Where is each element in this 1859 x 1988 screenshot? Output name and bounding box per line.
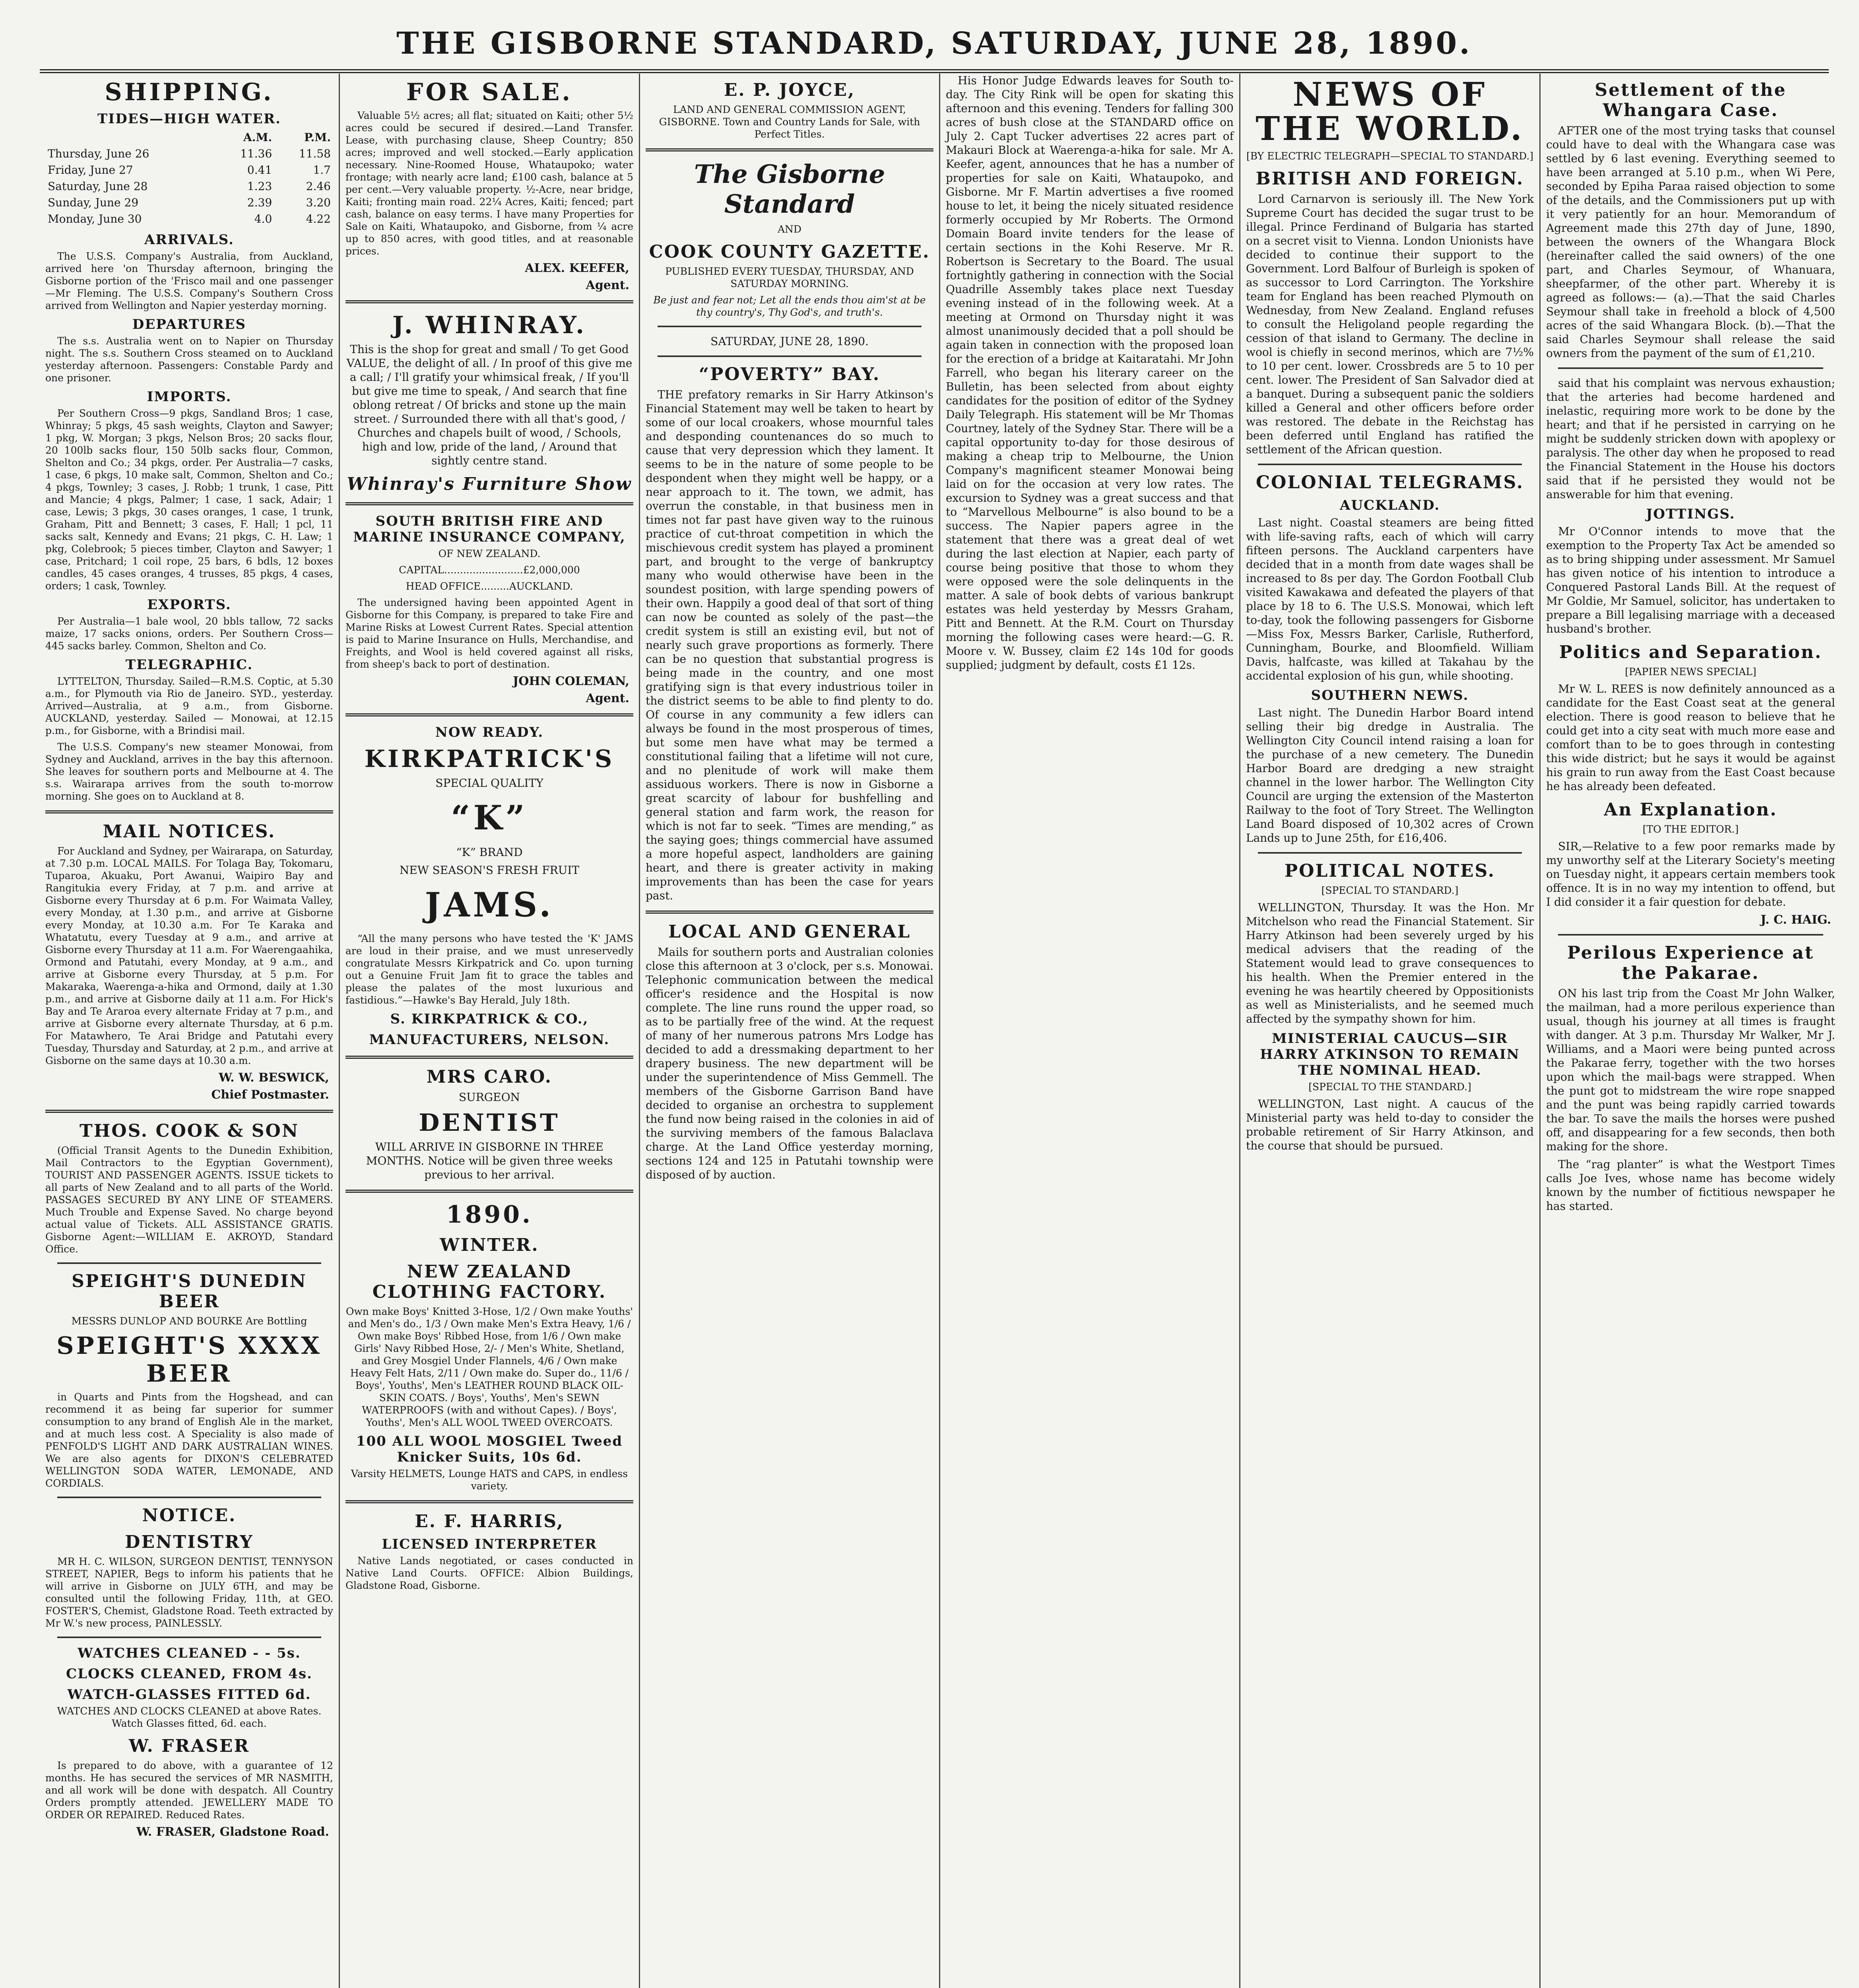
speight-beer-title: SPEIGHT'S XXXX BEER bbox=[56, 1332, 322, 1388]
local-notes-continued: His Honor Judge Edwards leaves for South to-day. The City Rink will be open for skating this afternoon and this evening. Tenders for falling 300 acres of bush close at the STANDARD office on July 2. Capt Tucker advertises 22 acres part of Makauri Block at Waerenga-a-hika for sale. Mr A. Keefer, agent, announces that he has a number of properties for sale on Kaiti, Whataupoko, and Gisborne. Mr F. Martin advertises a five roomed house to let, it being the nicely situated residence formerly occupied by Mr Roberts. The Ormond Domain Board invite tenders for the lease of certain sections in the Kohi Reserve. Mr R. Robertson is Secretary to the Board. The usual fortnightly gathering in connection with the Social Quadrille Assembly takes place next Tuesday evening instead of in the following week. At a meeting at Ormond on Thursday night it was almost unanimously decided that a poll should be again taken in connection with the proposed loan for the erection of a bridge at Kaitaratahi. Mr John Farrell, who began his literary career on the Bulletin, has been selected from about eighty candidates for the position of editor of the Sydney Daily Telegraph. His statement will be Mr Thomas Courtney, lately of the Sydney Star. There will be a capital opportunity to-day for those desirous of making a cheap trip to Melbourne, the Union Company's magnificent steamer Monowai being laid on for the occasion at very low rates. The excursion to Sydney was a great success and that to “Marvellous Melbourne” is also bound to be a success. The Napier papers agree in the statement that there was a great deal of wet during the last election at Napier, each party of course being positive that those to whom they were opposed were the sole delinquents in the matter. A sale of book debts of various bankrupt estates was held yesterday by Messrs Graham, Pitt and Bennett. At the R.M. Court on Thursday morning the following cases were heard:—G. R. Moore v. W. Bussey, claim £2 14s 10d for goods supplied; judgment by default, costs £1 12s. bbox=[946, 74, 1234, 672]
cook-text: (Official Transit Agents to the Dunedin Exhibition, Mail Contractors to the Egyptian Government), TOURIST AND PASSENGER AGENTS. ISSUE tickets to all parts of New Zealand and to all parts of the World. PASSAGES SECURED BY ANY LINE OF STEAMERS. Much Trouble and Expense Saved. No charge beyond actual value of Tickets. ALL ASSISTANCE GRATIS. Gisborne Agent:—WILLIAM E. AKROYD, Standard Office. bbox=[45, 1145, 333, 1255]
divider bbox=[1558, 367, 1823, 369]
local-general-heading: LOCAL AND GENERAL bbox=[668, 922, 911, 942]
caro-surgeon: SURGEON bbox=[458, 1091, 520, 1104]
tide-am: 0.41 bbox=[247, 163, 272, 177]
now-ready-heading: NOW READY. bbox=[435, 724, 544, 740]
exports-text: Per Australia—1 bale wool, 20 bbls tallow, 72 sacks maize, 17 sacks onions, orders. Per Southern Cross—445 sacks barley. Common, Shelton and Co. bbox=[45, 615, 333, 652]
tide-day: Monday, June 30 bbox=[48, 212, 142, 225]
british-foreign-text: Lord Carnarvon is seriously ill. The New York Supreme Court has decided the sugar trust to be illegal. Prince Ferdinand of Bulgaria has started on a secret visit to Vienna. London Unionists have decided to continue their support to the Government. Lord Balfour of Burleigh is spoken of as successor to Lord Carrington. The Yorkshire team for England has been reached Plymouth on Wednesday, from New Zealand. England refuses to consult the Heligoland people regarding the cession of that island to Germany. The decline in wool is chiefly in second merinos, which are 7½% to 10 per cent. lower. Crossbreds are 5 to 10 per cent. lower. The President of San Salvador died at a banquet. During a subsequent panic the soldiers killed a General and other officers before order was restored. The debate in the Reichstag has been deferred until England has ratified the settlement of the African question. bbox=[1246, 192, 1534, 456]
arrivals-heading: ARRIVALS. bbox=[144, 232, 234, 248]
divider bbox=[345, 1056, 633, 1059]
political-notes-subheading: [SPECIAL TO STANDARD.] bbox=[1321, 885, 1459, 896]
departures-heading: DEPARTURES bbox=[132, 316, 246, 332]
watch-price-line: WATCHES CLEANED - - 5s. bbox=[78, 1645, 301, 1661]
tide-pm: 3.20 bbox=[306, 196, 331, 209]
news-of-world-heading: NEWS OF THE WORLD. bbox=[1256, 76, 1524, 148]
poverty-bay-heading: “POVERTY” BAY. bbox=[699, 364, 881, 384]
joyce-heading: E. P. JOYCE, bbox=[724, 80, 856, 100]
settlement-text: AFTER one of the most trying tasks that counsel could have to deal with the Whangara case was settled by 6 last evening. Everything seemed to have been arranged at 5.10 p.m., when Wi Pere, seconded by Epiha Paraa raised objection to some of the details, and the Commissioners put up with it very patiently for an hour. Memorandum of Agreement made this 27th day of June, 1890, between the owners of the Whangara Block (hereinafter called the said owners) of the one part, and Charles Seymour, of Whanuara, sheepfarmer, of the other part. Whereby it is agreed as follows:— (a).—That the said Charles Seymour shall take in freehold a block of 4,500 acres of the said Whangara Block. (b).—That the said Charles Seymour shall release the said owners from the payment of the sum of £1,210. bbox=[1546, 124, 1835, 360]
tide-day: Saturday, June 28 bbox=[48, 180, 148, 193]
imports-heading: IMPORTS. bbox=[147, 389, 232, 405]
divider bbox=[646, 911, 933, 914]
speight-text: in Quarts and Pints from the Hogshead, and can recommend it as being far superior for summer consumption to any brand of English Ale in the market, and at much less cost. A Speciality is also made of PENFOLD'S LIGHT AND DARK AUSTRALIAN WINES. We are also agents for DIXON'S CELEBRATED WELLINGTON SODA WATER, LEMONADE, AND CORDIALS. bbox=[45, 1391, 333, 1489]
coleman-signature: JOHN COLEMAN, bbox=[513, 674, 629, 688]
watch-note: WATCHES AND CLOCKS CLEANED at above Rates. Watch Glasses fitted, 6d. each. bbox=[57, 1705, 322, 1729]
news-of-world-subheading: [BY ELECTRIC TELEGRAPH—SPECIAL TO STANDARD.] bbox=[1246, 150, 1534, 162]
kirkpatrick-special: SPECIAL QUALITY bbox=[435, 777, 543, 790]
tide-day: Sunday, June 29 bbox=[48, 196, 139, 209]
tide-am: 4.0 bbox=[254, 212, 272, 225]
divider bbox=[57, 1497, 321, 1498]
harris-text: Native Lands negotiated, or cases conducted in Native Land Courts. OFFICE: Albion Buildings, Gladstone Road, Gisborne. bbox=[345, 1555, 633, 1591]
kirkpatrick-brand: “K” BRAND bbox=[456, 846, 523, 859]
tide-pm: 2.46 bbox=[306, 180, 331, 193]
divider bbox=[57, 1262, 321, 1264]
insurance-office: HEAD OFFICE.........AUCKLAND. bbox=[406, 580, 573, 592]
coleman-signature-title: Agent. bbox=[586, 691, 629, 705]
clothing-helmets: Varsity HELMETS, Lounge HATS and CAPS, in endless variety. bbox=[351, 1468, 628, 1492]
explanation-subheading: [TO THE EDITOR.] bbox=[1642, 823, 1739, 835]
jottings-heading: JOTTINGS. bbox=[1646, 506, 1735, 522]
divider bbox=[646, 148, 933, 151]
caucus-subheading: [SPECIAL TO THE STANDARD.] bbox=[1308, 1081, 1471, 1093]
column-2 bbox=[340, 74, 640, 1988]
column-5 bbox=[1240, 74, 1541, 1988]
divider bbox=[57, 1637, 321, 1638]
caro-dentist: DENTIST bbox=[419, 1109, 560, 1137]
divider bbox=[345, 1500, 633, 1503]
exports-heading: EXPORTS. bbox=[147, 597, 231, 613]
kirkpatrick-heading: KIRKPATRICK'S bbox=[364, 745, 615, 773]
fraser-text: Is prepared to do above, with a guarantee of 12 months. He has secured the services of MR NASMITH, and all work will be done with despatch. All Country Orders promptly attended. JEWELLERY MADE TO ORDER OR REPAIRED. Reduced Rates. bbox=[45, 1760, 333, 1821]
clothing-mosgiel: 100 ALL WOOL MOSGIEL Tweed Knicker Suits, 10s 6d. bbox=[356, 1433, 623, 1465]
kirkpatrick-text: “All the many persons who have tested the 'K' JAMS are loud in their praise, and we must unreservedly congratulate Messrs Kirkpatrick and Co. upon turning out a Genuine Fruit Jam fit to grace the tables and please the palates of the most luxurious and fastidious.”—Hawke's Bay Herald, July 18th. bbox=[345, 933, 633, 1006]
explanation-heading: An Explanation. bbox=[1604, 800, 1777, 820]
tide-am: 2.39 bbox=[247, 196, 272, 209]
whinray-furniture: Whinray's Furniture Show bbox=[347, 474, 632, 494]
standard-and: AND bbox=[778, 223, 801, 235]
column-3 bbox=[640, 74, 940, 1988]
table-row bbox=[45, 146, 333, 162]
standard-subtitle: COOK COUNTY GAZETTE. bbox=[649, 242, 930, 262]
explanation-text: SIR,—Relative to a few poor remarks made by my unworthy self at the Literary Society's meeting on Tuesday night, it appears certain members took offence. It is in no way my intention to offend, but I did consider it a fair question for debate. bbox=[1546, 840, 1835, 909]
keefer-signature: ALEX. KEEFER, bbox=[525, 261, 629, 275]
column-6 bbox=[1541, 74, 1841, 1988]
poverty-bay-article: THE prefatory remarks in Sir Harry Atkinson's Financial Statement may well be taken to heart by some of our local croakers, whose mournful tales and desponding countenances do so much to cause that very depression which they lament. It seems to be in the nature of some people to be despondent when they might well be happy, or a near approach to it. The town, we admit, has overrun the constable, in that business men in times not far past have given way to the ruinous practice of cut-throat competition in which the mischievous credit system has played a prominent part, and brought to the verge of bankruptcy many who would otherwise have been in the soundest position, with large spending powers of their own. Happily a good deal of that sort of thing can now be counted as solely of the past—the credit system is still an existing evil, but not of nearly such grave proportions as formerly. There can be no question that substantial progress is being made in the country, and one most gratifying sign is that every industrious toiler in the district seems to be able to find plenty to do. Of course in any community a few idlers can always be found in the most prosperous of times, but some men have what may be termed a constitutional failing that a lifetime will not cure, and no plenitude of work will make them assiduous workers. There is now in Gisborne a great scarcity of labour for bushfelling and general station and farm work, the reason for which is not far to seek. “Times are mending,” as the saying goes; things commercial have assumed a more hopeful aspect, landholders are gaining heart, and there is greater activity in making improvements than has been the case for years past. bbox=[646, 388, 933, 902]
table-row bbox=[45, 178, 333, 194]
politics-heading: Politics and Separation. bbox=[1559, 642, 1822, 662]
insurance-heading: SOUTH BRITISH FIRE AND MARINE INSURANCE COMPANY, bbox=[353, 513, 626, 545]
mail-heading: MAIL NOTICES. bbox=[103, 821, 276, 842]
divider bbox=[658, 326, 922, 327]
column-1 bbox=[40, 74, 340, 1988]
standard-title: The Gisborne Standard bbox=[694, 159, 885, 219]
divider bbox=[345, 1190, 633, 1193]
whinray-verse: This is the shop for great and small / To get Good VALUE, the delight of all. / In proof of this give me a call; / I'll gratify your whimsical freak, / If you'll but give me time to speak, / And search that fine oblong retreat / Of bricks and stone up the main street. / Surrounded there with all that's good, / Churches and chapels built of wood, / Schools, high and low, pride of the land, / Around that sightly centre stand. bbox=[346, 343, 633, 467]
winter-heading: WINTER. bbox=[440, 1235, 539, 1255]
table-row bbox=[45, 194, 333, 211]
insurance-capital: CAPITAL.........................£2,000,000 bbox=[399, 564, 580, 576]
telegraphic-text: LYTTELTON, Thursday. Sailed—R.M.S. Coptic, at 5.30 a.m., for Plymouth via Rio de Janeiro. SYD., yesterday. Arrived—Australia, at 9 a.m., from Gisborne. AUCKLAND, yesterday. Sailed — Monowai, at 12.15 p.m., for Gisborne, with a Brindisi mail. bbox=[45, 676, 333, 736]
divider bbox=[658, 355, 922, 357]
speight-subheading: MESSRS DUNLOP AND BOURKE Are Bottling bbox=[71, 1315, 307, 1327]
departures-text: The s.s. Australia went on to Napier on Thursday night. The s.s. Southern Cross steamed on to Auckland yesterday afternoon. Passengers: Constable Pardy and one prisoner. bbox=[45, 335, 333, 384]
notice-heading: NOTICE. bbox=[142, 1505, 237, 1526]
mail-text: For Auckland and Sydney, per Wairarapa, on Saturday, at 7.30 p.m. LOCAL MAILS. For Tolaga Bay, Tokomaru, Tuparoa, Akuaku, Port Awanui, Waipiro Bay and Rangitukia every Friday, at 7 p.m. and arrive at Gisborne every Thursday at 6 p.m. For Waimata Valley, every Monday, at 1.30 p.m., and arrive at Gisborne every Monday, at 10.30 a.m. For Te Karaka and Whatatutu, every Tuesday at 9 a.m., and arrive at Gisborne every Thursday at 11 a.m. For Waerengaahika, Ormond and Patutahi, every Monday, at 9 a.m., and arrive at Gisborne every Thursday, at 5 p.m. For Makaraka, Waerenga-a-hika and Ormond, daily at 1.30 p.m., and arrive at Gisborne daily at 11 a.m. For Hick's Bay and Te Araroa every alternate Friday at 7 p.m., and arrive at Gisborne every alternate Thursday, at 6 p.m. For Matawhero, Te Arai Bridge and Patutahi every Tuesday, Thursday and Saturday, at 2 p.m., and arrive at Gisborne on the same days at 10.30 a.m. bbox=[45, 845, 333, 1066]
masthead bbox=[40, 10, 1829, 73]
clothing-items: Own make Boys' Knitted 3-Hose, 1/2 / Own make Youths' and Men's do., 1/3 / Own make Men's Extra Heavy, 1/6 / Own make Boys' Ribbed Hose, from 1/6 / Own make Girls' Navy Ribbed Hose, 2/- / Men's White, Shetland, and Grey Mosgiel Under Flannels, 4/6 / Own make Heavy Felt Hats, 2/11 / Own make do. Super do., 11/6 / Boys', Youths', Men's LEATHER ROUND BLACK OIL-SKIN COATS. / Boys', Youths', Men's SEWN WATERPROOFS (with and without Capes). / Boys', Youths', Men's ALL WOOL TWEED OVERCOATS. bbox=[345, 1306, 633, 1428]
caro-heading: MRS CARO. bbox=[426, 1067, 553, 1087]
dentistry-heading: DENTISTRY bbox=[125, 1532, 254, 1552]
tide-pm: 4.22 bbox=[306, 212, 331, 225]
caro-text: WILL ARRIVE IN GISBORNE IN THREE MONTHS. Notice will be given three weeks previous to her arrival. bbox=[366, 1140, 613, 1181]
table-row bbox=[45, 211, 333, 227]
explanation-signature: J. C. HAIG. bbox=[1760, 913, 1831, 927]
insurance-subheading: OF NEW ZEALAND. bbox=[438, 548, 541, 559]
speight-heading: SPEIGHT'S DUNEDIN BEER bbox=[72, 1271, 307, 1312]
tide-pm: 11.58 bbox=[299, 147, 331, 160]
mail-signature: W. W. BESWICK, bbox=[219, 1071, 329, 1085]
colonial-telegrams-heading: COLONIAL TELEGRAMS. bbox=[1256, 472, 1524, 493]
tides-col-header: A.M. bbox=[243, 131, 272, 144]
mail-signature-title: Chief Postmaster. bbox=[211, 1088, 329, 1102]
southern-news-heading: SOUTHERN NEWS. bbox=[1311, 687, 1469, 703]
politics-text: Mr W. L. REES is now definitely announced as a candidate for the East Coast seat at the general election. There is good reason to believe that he could get into a city seat with much more ease and comfort than to be to goes through in contesting this wide district; but he says it would be against his grain to run away from the East Coast because he has already been defeated. bbox=[1546, 682, 1835, 793]
tides-table bbox=[45, 129, 333, 227]
divider bbox=[345, 713, 633, 716]
dentistry-text: MR H. C. WILSON, SURGEON DENTIST, TENNYSON STREET, NAPIER, Begs to inform his patients that he will arrive in Gisborne on JULY 6TH, and may be consulted until the following Friday, 11th, at GEO. FOSTER'S, Chemist, Gladstone Road. Teeth extracted by Mr W.'s new process, PAINLESSLY. bbox=[45, 1556, 333, 1629]
kirkpatrick-new-season: NEW SEASON'S FRESH FRUIT bbox=[399, 864, 580, 877]
kirkpatrick-manufacturers: MANUFACTURERS, NELSON. bbox=[369, 1032, 610, 1048]
kirkpatrick-jams: JAMS. bbox=[425, 885, 554, 924]
joyce-text: LAND AND GENERAL COMMISSION AGENT, GISBORNE. Town and Country Lands for Sale, with Perfect Titles. bbox=[659, 104, 920, 140]
settlement-heading: Settlement of the Whangara Case. bbox=[1595, 80, 1787, 120]
rag-planter-text: The “rag planter” is what the Westport Times calls Joe Ives, whose name has become widely known by the number of fictitious newspaper he has started. bbox=[1546, 1158, 1835, 1213]
tide-pm: 1.7 bbox=[313, 163, 331, 177]
for-sale-text: Valuable 5½ acres; all flat; situated on Kaiti; other 5½ acres could be secured if desired.—Land Transfer. Lease, with purchasing clause, Sheep Country; 850 acres; improved and well stocked.—Early application necessary. Nine-Roomed House, Whataupoko; water frontage; with nearly acre land; £100 cash, balance at 5 per cent.—Very valuable property. ½-Acre, near bridge, Kaiti; fronting main road. 22¼ Acres, Kaiti; fenced; part cash, balance on easy terms. I have many Properties for Sale on Kaiti, Whataupoko, and Gisborne, from ¼ acre up to 850 acres, with good titles, and at reasonable prices. bbox=[345, 110, 633, 257]
telegraphic-heading: TELEGRAPHIC. bbox=[125, 657, 253, 673]
imports-text: Per Southern Cross—9 pkgs, Sandland Bros; 1 case, Whinray; 5 pkgs, 45 sash weights, Clayton and Sawyer; 1 pkg, W. Morgan; 3 pkgs, Nelson Bros; 20 sacks flour, 20 100lb sacks flour, 150 50lb sacks flour, Common, Shelton and Co.; 34 pkgs, order. Per Australia—7 casks, 1 case, 6 pkgs, 10 make salt, Common, Shelton and Co.; 4 pkgs, Townley; 3 cases, J. Robb; 1 trunk, 1 case, Pitt and Mancie; 4 pkgs, Palmer; 1 case, 1 sack, Adair; 1 case, Lewis; 3 pkgs, 30 cases oranges, 1 case, 1 trunk, Graham, Pitt and Bennett; 3 cases, F. Hall; 1 pcl, 11 sacks salt, Kennedy and Evans; 21 pkgs, C. H. Law; 1 pkg, Colebrook; 5 pieces timber, Clayton and Sawyer; 1 case, Pritchard; 1 coil rope, 25 bars, 6 bdls, 12 boxes candles, 45 cases oranges, 4 trusses, 85 pkgs, 4 cases, orders; 1 cask, Townley. bbox=[45, 408, 333, 592]
local-general-text: Mails for southern ports and Australian colonies close this afternoon at 3 o'clock, per s.s. Monowai. Telephonic communication between the medical officer's residence and the Hospital is now complete. The line runs round the upper road, so as to be partially free of the wind. At the request of many of her numerous patrons Mrs Lodge has decided to add a dressmaking department to her drapery business. The new department will be under the superintendence of Miss Gemmell. The members of the Gisborne Garrison Band have decided to organise an orchestra to supplement the fund now being raised in the colonies in aid of the surviving members of the famous Balaclava charge. At the Land Office yesterday morning, sections 124 and 125 in Patutahi township were disposed of by auction. bbox=[646, 945, 933, 1181]
jottings-text: Mr O'Connor intends to move that the exemption to the Property Tax Act be amended so as to bring shipping under assessment. Mr Samuel has given notice of his intention to introduce a Conquered Pastoral Lands Bill. At the request of Mr Goldie, Mr Samuel, solicitor, has undertaken to prepare a Bill legalising marriage with a deceased husband's brother. bbox=[1546, 525, 1835, 635]
divider bbox=[1258, 464, 1522, 465]
tide-am: 1.23 bbox=[247, 180, 272, 193]
masthead-title: THE GISBORNE STANDARD, SATURDAY, JUNE 28, 1890. bbox=[396, 25, 1472, 61]
divider bbox=[45, 810, 333, 813]
divider bbox=[1258, 852, 1522, 854]
fraser-heading: W. FRASER bbox=[128, 1736, 250, 1756]
caucus-heading: MINISTERIAL CAUCUS—SIR HARRY ATKINSON TO REMAIN THE NOMINAL HEAD. bbox=[1260, 1031, 1520, 1078]
perilous-text: ON his last trip from the Coast Mr John Walker, the mailman, had a more perilous experience than usual, though his journey at all times is fraught with danger. At 3 p.m. Thursday Mr Walker, Mr J. Williams, and a Maori were being punted across the Pakarae ferry, together with the two horses upon which the mail-bags were strapped. When the punt got to midstream the wire rope snapped and the punt was being rapidly carried towards the bar. To save the mails the horses were pushed off, and disappearing for a few seconds, then both making for the shore. bbox=[1546, 987, 1835, 1153]
kirkpatrick-company: S. KIRKPATRICK & CO., bbox=[390, 1011, 589, 1027]
insurance-text: The undersigned having been appointed Agent in Gisborne for this Company, is prepared to take Fire and Marine Risks at Lowest Current Rates. Special attention is paid to Marine Insurance on Hulls, Merchandise, and Freights, and Wool is held covered against all risks, from sheep's back to port of destination. bbox=[345, 597, 633, 670]
harris-subheading: LICENSED INTERPRETER bbox=[382, 1536, 597, 1552]
table-row bbox=[45, 162, 333, 178]
divider bbox=[345, 300, 633, 303]
divider bbox=[1558, 934, 1823, 936]
cook-heading: THOS. COOK & SON bbox=[79, 1121, 299, 1141]
british-foreign-heading: BRITISH AND FOREIGN. bbox=[1256, 169, 1524, 189]
keefer-signature-title: Agent. bbox=[586, 278, 629, 292]
tides-col-header bbox=[45, 129, 216, 146]
auckland-text: Last night. Coastal steamers are being fitted with life-saving rafts, each of which will carry fifteen persons. The Auckland carpenters have decided that in a month from date wages shall be increased to 8s per day. The Gordon Football Club visited Kawakawa and defeated the players of that place by 18 to 6. The U.S.S. Monowai, which left to-day, took the following passengers for Gisborne—Miss Fox, Messrs Barker, Carlisle, Rutherford, Cunningham, Bourke, and Bloomfield. William Davis, halfcaste, was killed at Takahau by the accidental explosion of his gun, while shooting. bbox=[1246, 516, 1534, 682]
whinray-heading: J. WHINRAY. bbox=[392, 311, 586, 339]
perilous-heading: Perilous Experience at the Pakarae. bbox=[1567, 943, 1814, 983]
arrivals-text: The U.S.S. Company's Australia, from Auckland, arrived here 'on Thursday afternoon, bringing the Gisborne portion of the 'Frisco mail and one passenger—Mr Fleming. The U.S.S. Company's Southern Cross arrived from Wellington and Napier yesterday morning. bbox=[45, 250, 333, 311]
southern-news-text: Last night. The Dunedin Harbor Board intend selling their big dredge in Australia. The Wellington City Council intend raising a loan for the purchase of a new cemetery. The Dunedin Harbor Board are dredging a new straight channel in the lower harbor. The Wellington City Council are urging the extension of the Masterton Railway to the foot of Tory Street. The Wellington Land Board disposed of 10,302 acres of Crown Lands up to June 25th, for £16,406. bbox=[1246, 706, 1534, 845]
standard-motto: Be just and fear not; Let all the ends thou aim'st at be thy country's, Thy God's, and truth's. bbox=[653, 294, 926, 318]
tides-heading: TIDES—HIGH WATER. bbox=[97, 111, 281, 127]
harris-heading: E. F. HARRIS, bbox=[415, 1511, 564, 1532]
issue-date: SATURDAY, JUNE 28, 1890. bbox=[710, 335, 869, 348]
caucus-text: WELLINGTON, Last night. A caucus of the Ministerial party was held to-day to consider the probable retirement of Sir Harry Atkinson, and the course that should be pursued. bbox=[1246, 1097, 1534, 1152]
tide-am: 11.36 bbox=[240, 147, 272, 160]
politics-subheading: [PAPIER NEWS SPECIAL] bbox=[1625, 666, 1756, 678]
for-sale-heading: FOR SALE. bbox=[406, 78, 573, 106]
kirkpatrick-k-mark: “K” bbox=[451, 798, 528, 837]
tide-day: Friday, June 27 bbox=[48, 163, 133, 177]
watch-price-line: WATCH-GLASSES FITTED 6d. bbox=[67, 1687, 311, 1703]
clothing-factory-heading: NEW ZEALAND CLOTHING FACTORY. bbox=[372, 1262, 607, 1302]
tide-day: Thursday, June 26 bbox=[48, 147, 149, 160]
divider bbox=[345, 502, 633, 505]
divider bbox=[45, 1110, 333, 1113]
watch-price-line: CLOCKS CLEANED, FROM 4s. bbox=[66, 1666, 312, 1682]
shipping-heading: SHIPPING. bbox=[105, 78, 274, 106]
atkinson-continued: said that his complaint was nervous exhaustion; that the arteries had become hardened and inelastic, requiring more work to be done by the heart; and that if he persisted in carrying on he might be suddenly stricken down with apoplexy or paralysis. The other day when he proposed to read the Financial Statement in the House his doctors said that if he persisted they would not be answerable for him that evening. bbox=[1546, 377, 1835, 501]
standard-publication: PUBLISHED EVERY TUESDAY, THURSDAY, AND SATURDAY MORNING. bbox=[665, 266, 914, 289]
political-notes-text: WELLINGTON, Thursday. It was the Hon. Mr Mitchelson who read the Financial Statement. Sir Harry Atkinson had been severely urged by his medical advisers that the reading of the Statement would lead to grave consequences to his health. When the Premier entered in the evening he was heartily cheered by Oppositionists as well as Ministerialists, and he seemed much affected by the sympathy shown for him. bbox=[1246, 901, 1534, 1025]
tides-col-header: P.M. bbox=[304, 131, 331, 144]
auckland-heading: AUCKLAND. bbox=[1339, 497, 1440, 513]
year-heading: 1890. bbox=[446, 1201, 533, 1229]
political-notes-heading: POLITICAL NOTES. bbox=[1284, 861, 1496, 881]
ships-text: The U.S.S. Company's new steamer Monowai, from Sydney and Auckland, arrives in the bay this afternoon. She leaves for southern ports and Melbourne at 4. The s.s. Wairarapa arrives from the south to-morrow morning. She goes on to Auckland at 8. bbox=[45, 741, 333, 802]
fraser-signature: W. FRASER, Gladstone Road. bbox=[136, 1825, 329, 1839]
column-4 bbox=[940, 74, 1240, 1988]
